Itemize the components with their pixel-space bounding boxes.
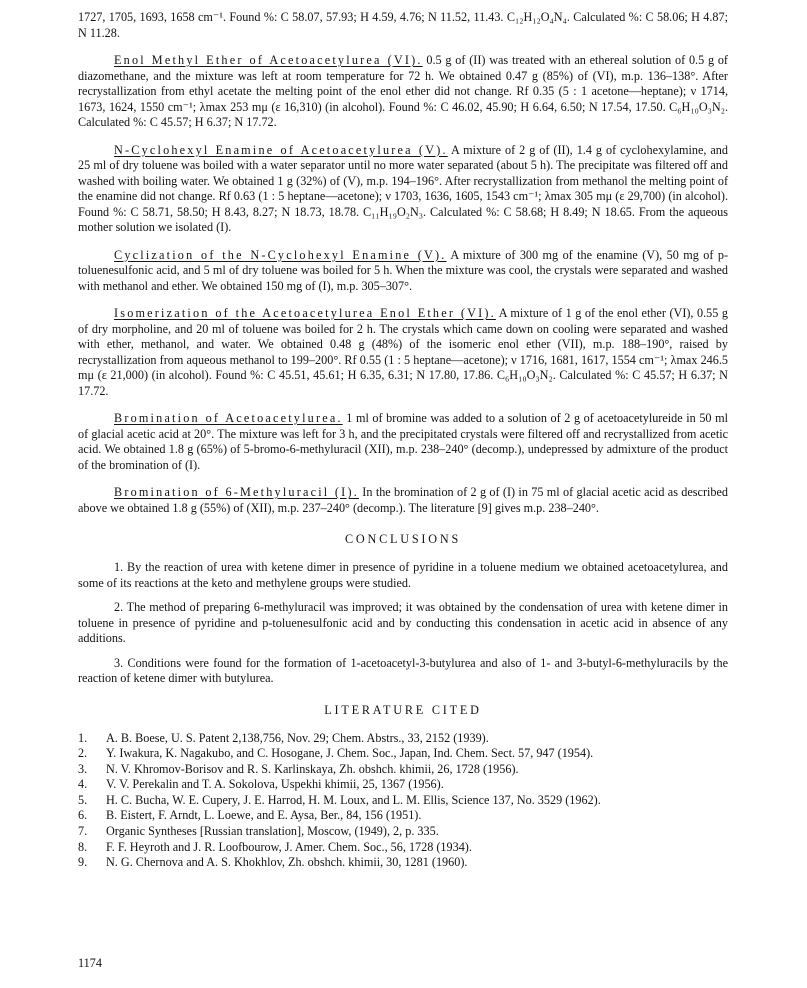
section-body: A mixture of 2 g of (II), 1.4 g of cyclohexylamine, and 25 ml of dry toluene was boiled with a water separator until no more water separated (about 5 h). The precipitate was filtered off and washed with boiling water. We obtained 1 g (32%) of (V), m.p. 194–196°. After recrystallization from methanol the melting point of the enamine did not change. Rf 0.63 (1 : 5 heptane—acetone); ν 1703, 1636, 1605, 1543 cm⁻¹; λmax 305 mμ (ε 29,700) (in alcohol). Found %: C 58.71, 58.50; H 8.43, 8.27; N 18.73, 18.78. C₁₁H₁₉O₂N₃. Calculated %: C 58.68; H 8.49; N 18.65. From the aqueous mother solution we isolated (I). bbox=[78, 142, 728, 234]
section-body: 0.5 g of (II) was treated with an ethereal solution of 0.5 g of diazomethane, and the mixture was left at room temperature for 72 h. We obtained 0.47 g (85%) of (VI), m.p. 136–138°. After recrystallization from ethyl acetate the melting point of the enol ether did not change. Rf 0.35 (5 : 1 acetone—heptane); ν 1714, 1673, 1624, 1550 cm⁻¹; λmax 253 mμ (ε 16,310) (in alcohol). Found %: C 46.02, 45.90; H 6.64, 6.50; N 17.54, 17.50. C₆H₁₀O₃N₂. Calculated %: C 45.57; H 6.37; N 17.72. bbox=[78, 53, 728, 129]
section-heading: Cyclization of the N-Cyclohexyl Enamine (V). bbox=[114, 247, 447, 262]
reference-text: V. V. Perekalin and T. A. Sokolova, Uspekhi khimii, 25, 1367 (1956). bbox=[106, 777, 444, 792]
reference-number: 8. bbox=[78, 839, 88, 854]
section-cyclohexyl-enamine bbox=[78, 143, 728, 236]
reference-number: 7. bbox=[78, 824, 88, 839]
reference-item bbox=[78, 840, 728, 856]
conclusions-title: CONCLUSIONS bbox=[344, 532, 462, 546]
reference-text: N. G. Chernova and A. S. Khokhlov, Zh. obshch. khimii, 30, 1281 (1960). bbox=[106, 855, 468, 870]
reference-item bbox=[78, 793, 728, 809]
section-bromination-methyluracil bbox=[78, 485, 728, 516]
reference-text: H. C. Bucha, W. E. Cupery, J. E. Harrod, H. M. Loux, and L. M. Ellis, Science 137, No. 3529 (1962). bbox=[106, 792, 601, 807]
page-body bbox=[78, 10, 728, 871]
reference-number: 9. bbox=[78, 855, 88, 870]
reference-text: Y. Iwakura, K. Nagakubo, and C. Hosogane, J. Chem. Soc., Japan, Ind. Chem. Sect. 57, 947 (1954). bbox=[106, 746, 594, 761]
reference-number: 3. bbox=[78, 761, 88, 776]
section-heading: Isomerization of the Acetoacetylurea Enol Ether (VI). bbox=[114, 306, 496, 320]
reference-list bbox=[78, 731, 728, 871]
reference-text: Organic Syntheses [Russian translation], Moscow, (1949), 2, p. 335. bbox=[106, 824, 439, 839]
reference-number: 4. bbox=[78, 777, 88, 792]
section-body: A mixture of 1 g of the enol ether (VI), 0.55 g of dry morpholine, and 20 ml of toluene was boiled for 2 h. The crystals which came down on cooling were separated and washed with ether, methanol, and water. We obtained 0.48 g (48%) of the isomeric enol ether (VII), m.p. 188–190°, raised by recrystallization from aqueous methanol to 199–200°. Rf 0.55 (1 : 5 heptane—acetone); ν 1716, 1681, 1617, 1554 cm⁻¹; λmax 246.5 mμ (ε 21,000) (in alcohol). Found %: C 45.51, 45.61; H 6.35, 6.31; N 17.80, 17.86. C₆H₁₀O₃N₂. Calculated %: C 45.57; H 6.37; N 17.72. bbox=[78, 306, 728, 398]
section-heading: Enol Methyl Ether of Acetoacetylurea (VI). bbox=[114, 53, 423, 67]
reference-item bbox=[78, 855, 728, 871]
reference-number: 5. bbox=[78, 792, 88, 807]
conclusion-item: 2. The method of preparing 6-methyluracil was improved; it was obtained by the condensation of urea with ketene dimer in toluene in presence of pyridine and p-toluenesulfonic acid and by conducting this condensation in acetic acid in absence of any additions. bbox=[78, 600, 728, 645]
reference-text: F. F. Heyroth and J. R. Loofbourow, J. Amer. Chem. Soc., 56, 1728 (1934). bbox=[106, 839, 472, 854]
reference-number: 2. bbox=[78, 746, 88, 761]
reference-item bbox=[78, 731, 728, 747]
section-enol-methyl-ether bbox=[78, 53, 728, 131]
reference-number: 1. bbox=[78, 730, 88, 745]
reference-number: 6. bbox=[78, 808, 88, 823]
reference-text: B. Eistert, F. Arndt, L. Loewe, and E. Aysa, Ber., 84, 156 (1951). bbox=[106, 808, 422, 823]
section-body: 1 ml of bromine was added to a solution of 2 g of acetoacetylureide in 50 ml of glacial acetic acid at 20°. The mixture was left for 3 h, and the precipitated crystals were filtered off and recrystallized from acetic acid. We obtained 1.8 g (65%) of 5-bromo-6-methyluracil (XII), m.p. 238–240° (decomp.), undepressed by admixture of the product of the bromination of (I). bbox=[78, 411, 728, 472]
section-cyclization bbox=[78, 248, 728, 295]
conclusion-item: 1. By the reaction of urea with ketene dimer in presence of pyridine in a toluene medium we obtained acetoacetylurea, and some of its reactions at the keto and methylene groups were studied. bbox=[78, 560, 728, 590]
intro-paragraph: 1727, 1705, 1693, 1658 cm⁻¹. Found %: C 58.07, 57.93; H 4.59, 4.76; N 11.52, 11.43. C₁₂H₁₂O₄N₄. Calculated %: C 58.06; H 4.87; N 11.28. bbox=[78, 10, 728, 40]
page-number: 1174 bbox=[78, 956, 102, 970]
reference-item bbox=[78, 762, 728, 778]
reference-item bbox=[78, 746, 728, 762]
reference-item bbox=[78, 808, 728, 824]
reference-text: N. V. Khromov-Borisov and R. S. Karlinskaya, Zh. obshch. khimii, 26, 1728 (1956). bbox=[106, 761, 519, 776]
section-body: In the bromination of 2 g of (I) in 75 ml of glacial acetic acid as described above we obtained 1.8 g (55%) of (XII), m.p. 237–240° (decomp.). The literature [9] gives m.p. 238–240°. bbox=[78, 485, 728, 515]
conclusion-item: 3. Conditions were found for the formation of 1-acetoacetyl-3-butylurea and also of 1- and 3-butyl-6-methyluracils by the reaction of ketene dimer with butylurea. bbox=[78, 655, 728, 685]
section-heading: Bromination of Acetoacetylurea. bbox=[114, 411, 343, 425]
reference-item bbox=[78, 777, 728, 793]
section-heading: Bromination of 6-Methyluracil (I). bbox=[114, 485, 359, 499]
section-body: A mixture of 300 mg of the enamine (V), 50 mg of p-toluenesulfonic acid, and 5 ml of dry toluene was boiled for 5 h. When the mixture was cool, the crystals were separated and washed with methanol and ether. We obtained 150 mg of (I), m.p. 305–307°. bbox=[78, 247, 728, 293]
section-bromination-acetoacetylurea bbox=[78, 411, 728, 473]
section-heading: N-Cyclohexyl Enamine of Acetoacetylurea (V). bbox=[114, 142, 448, 157]
literature-title: LITERATURE CITED bbox=[324, 702, 482, 717]
reference-item bbox=[78, 824, 728, 840]
section-isomerization bbox=[78, 306, 728, 399]
reference-text: A. B. Boese, U. S. Patent 2,138,756, Nov. 29; Chem. Abstrs., 33, 2152 (1939). bbox=[106, 730, 489, 745]
